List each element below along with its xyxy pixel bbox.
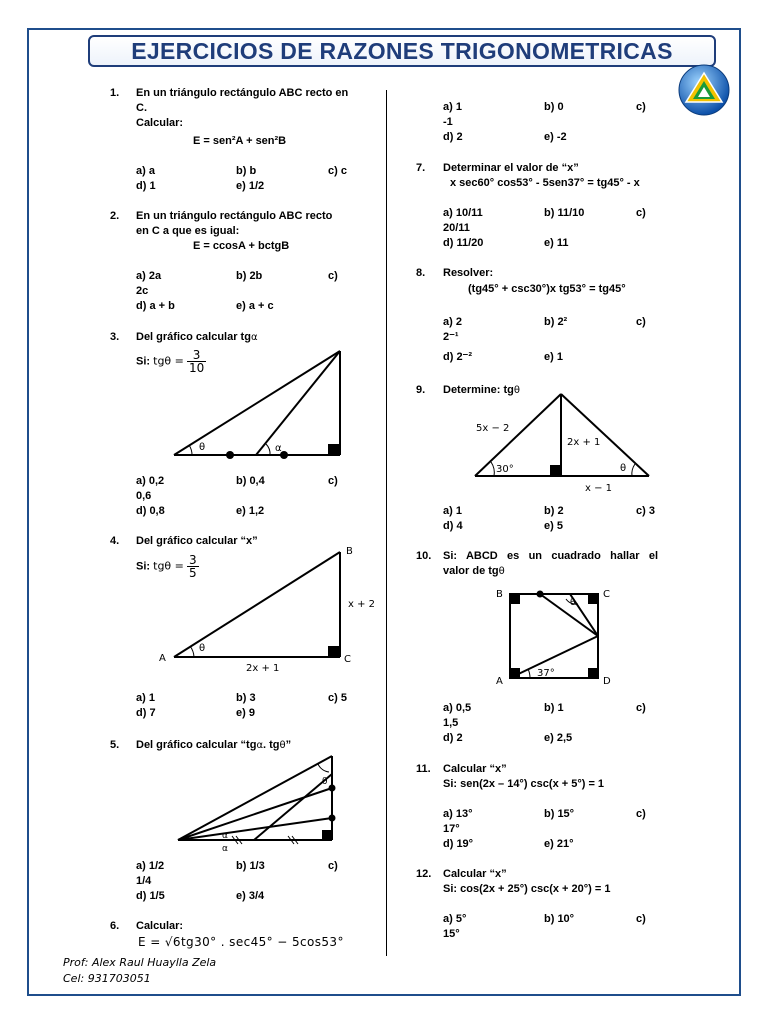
theta-symbol: θ <box>513 385 521 396</box>
problem-number: 4. <box>110 535 120 547</box>
option: a) 1 <box>136 692 155 704</box>
option: 20/11 <box>443 222 470 234</box>
problem-text: en C a que es igual: <box>136 225 240 237</box>
option: 15° <box>443 928 460 940</box>
option: a) 13° <box>443 808 473 820</box>
problem-number: 12. <box>416 868 432 880</box>
option: a) 1 <box>443 101 462 113</box>
option: 1/4 <box>136 875 152 887</box>
option: e) 1/2 <box>236 180 265 192</box>
option: b) 2b <box>236 270 263 282</box>
theta-label: θ <box>199 643 206 654</box>
option: e) 3/4 <box>236 890 265 902</box>
question: Del gráfico calcular tg <box>136 331 251 343</box>
option: a) 0,5 <box>443 702 472 714</box>
option: a) 10/11 <box>443 207 483 219</box>
author: Prof: Alex Raul Huaylla Zela <box>63 956 217 969</box>
option: 2c <box>136 285 149 297</box>
option: 2⁻¹ <box>443 331 459 343</box>
formula: x sec60° cos53° - 5sen37° = tg45° - x <box>450 177 640 189</box>
option: d) 0,8 <box>136 505 165 517</box>
option: b) 2 <box>544 505 564 517</box>
vertex-b: B <box>346 546 353 557</box>
angle-label: 30° <box>496 464 514 475</box>
vertex-b: B <box>496 589 503 600</box>
theta-label: θ <box>620 463 627 474</box>
option: c) <box>328 860 338 872</box>
option: d) 2 <box>443 732 463 744</box>
formula: Si: cos(2x + 25°) csc(x + 20°) = 1 <box>443 883 611 895</box>
option: a) 1 <box>443 505 462 517</box>
formula: E = √6tg30° . sec45° − 5cos53° <box>138 935 344 949</box>
option: 0,6 <box>136 490 152 502</box>
theta-symbol: θ <box>279 740 286 751</box>
option: b) 1 <box>544 702 564 714</box>
option: c) <box>636 702 646 714</box>
option: d) 19° <box>443 838 474 850</box>
triangle-figure-5 <box>172 752 342 852</box>
option: c) <box>636 207 646 219</box>
formula: Si: sen(2x – 14°) csc(x + 5°) = 1 <box>443 778 605 790</box>
question: Determinar el valor de “x” <box>443 162 579 174</box>
numerator: 3 <box>188 553 197 567</box>
question-part: Determine: tg <box>443 384 514 396</box>
option: c) c <box>328 165 347 177</box>
alpha-symbol: α <box>256 740 264 751</box>
option: a) 0,2 <box>136 475 165 487</box>
problem-number: 11. <box>416 763 431 775</box>
theta-label: θ <box>199 442 206 453</box>
option: a) 5° <box>443 913 467 925</box>
option: e) 1 <box>544 351 563 363</box>
question-part: valor de tg <box>443 565 499 577</box>
phone: Cel: 931703051 <box>63 972 151 985</box>
problem-text: C. <box>136 102 147 114</box>
option: b) 11/10 <box>544 207 585 219</box>
denominator: 10 <box>188 361 205 375</box>
option: c) <box>636 808 646 820</box>
side-label: x + 2 <box>348 599 376 610</box>
formula: (tg45° + csc30°)x tg53° = tg45° <box>468 283 626 295</box>
triangle-figure-3 <box>168 345 348 465</box>
option: b) 10° <box>544 913 575 925</box>
option: a) 2 <box>443 316 462 328</box>
option: c) <box>328 475 338 487</box>
problem-text <box>136 330 258 345</box>
option: e) 11 <box>544 237 569 249</box>
option: c) 5 <box>328 692 347 704</box>
option: d) 1/5 <box>136 890 165 902</box>
problem-text: Calcular: <box>136 117 184 129</box>
problem-number: 10. <box>416 550 432 562</box>
problem-number: 1. <box>110 87 120 99</box>
problem-text: En un triángulo rectángulo ABC recto <box>136 210 333 222</box>
problem-number: 2. <box>110 210 120 222</box>
option: b) b <box>236 165 257 177</box>
alpha-label: α <box>275 443 282 454</box>
vertex-c: C <box>344 654 351 665</box>
si-label: Si: <box>136 355 151 368</box>
base-label: 2x + 1 <box>246 663 280 674</box>
problem-number: 8. <box>416 267 426 279</box>
question: Calcular: <box>136 920 184 932</box>
option: -1 <box>443 116 453 128</box>
option: e) 1,2 <box>236 505 265 517</box>
option: b) 0,4 <box>236 475 265 487</box>
vertex-a: A <box>496 676 503 687</box>
base-label: x − 1 <box>585 483 613 494</box>
option: c) 3 <box>636 505 655 517</box>
numerator: 3 <box>187 349 206 362</box>
theta-label: θ <box>322 777 328 787</box>
option: e) 2,5 <box>544 732 573 744</box>
vertex-d: D <box>603 676 611 687</box>
triangle-figure-4 <box>150 540 380 675</box>
option: b) 1/3 <box>236 860 265 872</box>
question-part: . tg <box>263 739 280 751</box>
vertex-a: A <box>159 653 166 664</box>
problem-number: 7. <box>416 162 426 174</box>
option: b) 2² <box>544 316 568 328</box>
option: d) 2⁻² <box>443 351 473 363</box>
option: a) a <box>136 165 155 177</box>
option: b) 3 <box>236 692 256 704</box>
option: e) 21° <box>544 838 574 850</box>
option: c) <box>636 101 646 113</box>
problem-number: 5. <box>110 739 120 751</box>
problem-number: 9. <box>416 384 426 396</box>
question: Resolver: <box>443 267 494 279</box>
option: c) <box>328 270 338 282</box>
denominator: 5 <box>188 566 197 580</box>
problem-text: En un triángulo rectángulo ABC recto en <box>136 87 349 99</box>
question <box>136 738 291 753</box>
option: e) -2 <box>544 131 567 143</box>
tg-label: tgθ = <box>153 559 184 573</box>
problem-number: 3. <box>110 331 120 343</box>
si-label: Si: <box>136 560 151 573</box>
option: d) 7 <box>136 707 156 719</box>
question <box>443 564 505 579</box>
option: c) <box>636 913 646 925</box>
height-label: 2x + 1 <box>567 437 601 448</box>
option: b) 0 <box>544 101 564 113</box>
alpha-label: α <box>222 831 228 841</box>
formula: E = sen²A + sen²B <box>193 135 287 147</box>
logo-icon <box>678 64 730 116</box>
alpha-label: α <box>222 844 228 852</box>
question: Calcular “x” <box>443 763 507 775</box>
tg-label: tgθ = <box>153 354 184 368</box>
theta-label: θ <box>570 598 576 608</box>
page-title: EJERCICIOS DE RAZONES TRIGONOMETRICAS <box>88 35 716 67</box>
option: e) 9 <box>236 707 255 719</box>
option: b) 15° <box>544 808 575 820</box>
question-part: Del gráfico calcular “tg <box>136 739 257 751</box>
option: 1,5 <box>443 717 459 729</box>
page-border <box>27 28 741 996</box>
theta-symbol: θ <box>498 566 505 577</box>
formula: E = ccosA + bctgB <box>193 240 290 252</box>
option: c) <box>636 316 646 328</box>
option: 17° <box>443 823 460 835</box>
triangle-figure-9 <box>470 390 655 495</box>
angle-label: 37° <box>537 668 555 679</box>
option: d) a + b <box>136 300 175 312</box>
left-side-label: 5x − 2 <box>476 423 510 434</box>
option: d) 2 <box>443 131 463 143</box>
option: d) 11/20 <box>443 237 484 249</box>
question: Si: ABCD es un cuadrado hallar el <box>443 550 658 562</box>
option: d) 4 <box>443 520 463 532</box>
question: Del gráfico calcular “x” <box>136 535 258 547</box>
question: Calcular “x” <box>443 868 507 880</box>
option: a) 1/2 <box>136 860 165 872</box>
column-divider <box>386 90 387 956</box>
question-part: ” <box>285 739 292 751</box>
option: e) a + c <box>236 300 274 312</box>
alpha-symbol: α <box>250 332 258 343</box>
vertex-c: C <box>603 589 610 600</box>
option: d) 1 <box>136 180 156 192</box>
problem-number: 6. <box>110 920 120 932</box>
option: a) 2a <box>136 270 162 282</box>
option: e) 5 <box>544 520 563 532</box>
square-figure-10 <box>490 584 620 689</box>
